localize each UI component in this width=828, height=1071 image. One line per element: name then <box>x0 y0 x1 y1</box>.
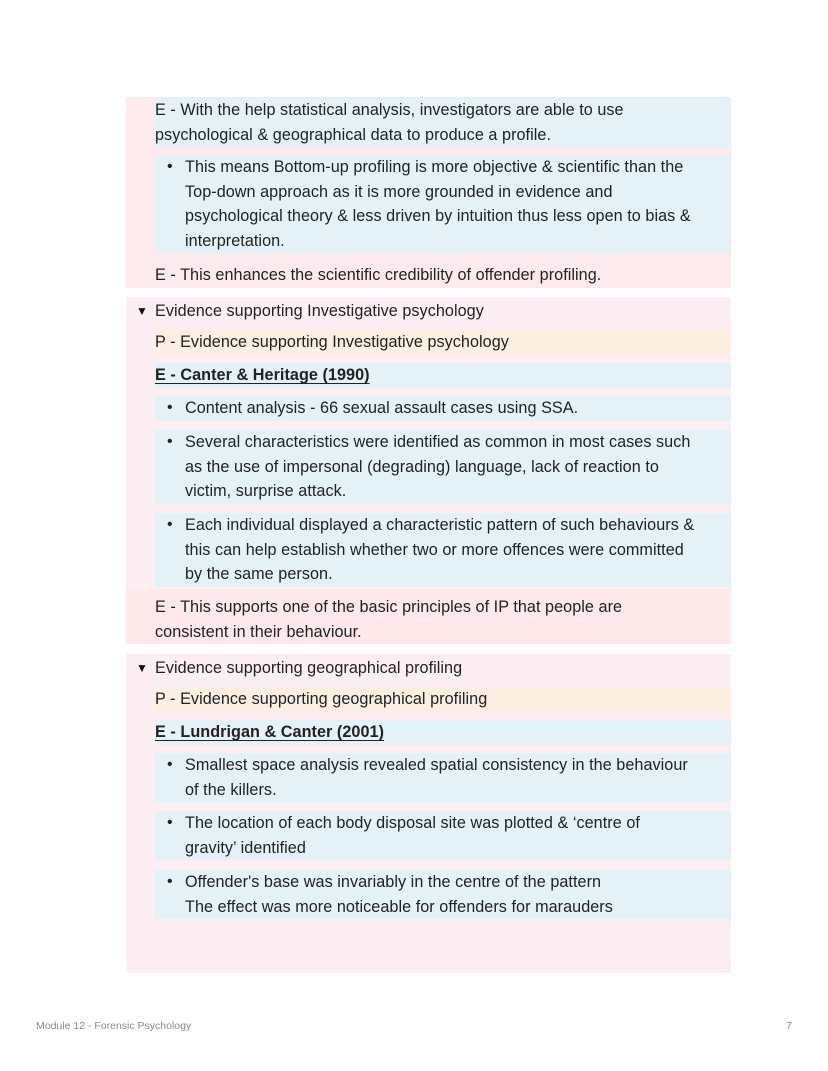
bottom-up-evaluation-block <box>126 97 731 288</box>
text-line: psychological & geographical data to produce a profile. <box>155 125 551 144</box>
toggle-header[interactable] <box>136 656 462 681</box>
toggle-header[interactable] <box>136 299 484 324</box>
text-line: of the killers. <box>185 780 277 799</box>
study-title: E - Lundrigan & Canter (2001) <box>155 723 385 741</box>
bullet-item <box>155 753 731 802</box>
bullet-icon: • <box>167 814 173 831</box>
text-line: as the use of impersonal (degrading) language, lack of reaction to <box>185 457 659 476</box>
bullet-icon: • <box>167 158 173 175</box>
bullet-item <box>155 155 731 253</box>
text-line: Each individual displayed a characteristic pattern of such behaviours & <box>185 516 695 534</box>
bullet-icon: • <box>167 433 173 450</box>
explanation-text: E - This enhances the scientific credibility of offender profiling. <box>155 266 602 284</box>
bullet-icon: • <box>167 756 173 773</box>
text-line: This means Bottom-up profiling is more objective & scientific than the <box>185 158 684 176</box>
bullet-item <box>155 870 731 919</box>
triangle-down-icon[interactable]: ▼ <box>136 661 148 675</box>
study-row <box>155 363 731 388</box>
triangle-down-icon[interactable]: ▼ <box>136 304 148 318</box>
text-line: The effect was more noticeable for offenders for marauders <box>185 897 613 916</box>
bullet-item <box>155 811 731 860</box>
toggle-label: Evidence supporting geographical profiling <box>155 659 463 677</box>
text-line: Offender's base was invariably in the centre of the pattern <box>185 873 602 891</box>
toggle-label: Evidence supporting Investigative psychology <box>155 302 484 320</box>
text-line: consistent in their behaviour. <box>155 622 362 641</box>
bullet-icon: • <box>167 516 173 533</box>
bullet-icon: • <box>167 399 173 416</box>
point-row: P - Evidence supporting Investigative psychology <box>155 330 731 355</box>
bullet-item <box>155 396 731 421</box>
evidence-intro <box>155 97 731 147</box>
bullet-item <box>155 513 731 587</box>
bullet-icon: • <box>167 873 173 890</box>
text-line: The location of each body disposal site was plotted & ‘centre of <box>185 814 640 832</box>
toggle-investigative-psychology <box>126 297 731 644</box>
text-line: victim, surprise attack. <box>185 482 347 500</box>
study-title: E - Canter & Heritage (1990) <box>155 366 370 384</box>
explanation-row <box>126 589 731 644</box>
text-line: interpretation. <box>185 231 285 250</box>
text-line: by the same person. <box>185 565 333 583</box>
text-line: Smallest space analysis revealed spatial consistency in the behaviour <box>185 756 688 774</box>
text-line: Several characteristics were identified as common in most cases such <box>185 433 691 451</box>
text-line: this can help establish whether two or more offences were committed <box>185 540 684 559</box>
toggle-geographical-profiling <box>126 654 731 973</box>
footer-title: Module 12 - Forensic Psychology <box>36 1020 192 1032</box>
text-line: Content analysis - 66 sexual assault cases using SSA. <box>185 399 579 417</box>
study-row <box>155 720 731 745</box>
text-line: E - This supports one of the basic principles of IP that people are <box>155 598 623 616</box>
page-number: 7 <box>786 1020 792 1032</box>
text-line: gravity’ identified <box>185 838 306 857</box>
point-row: P - Evidence supporting geographical profiling <box>155 687 731 712</box>
text-line: psychological theory & less driven by intuition thus less open to bias & <box>185 207 691 225</box>
text-line: E - With the help statistical analysis, investigators are able to use <box>155 101 624 119</box>
text-line: Top-down approach as it is more grounded in evidence and <box>185 182 613 201</box>
bullet-item <box>155 430 731 504</box>
